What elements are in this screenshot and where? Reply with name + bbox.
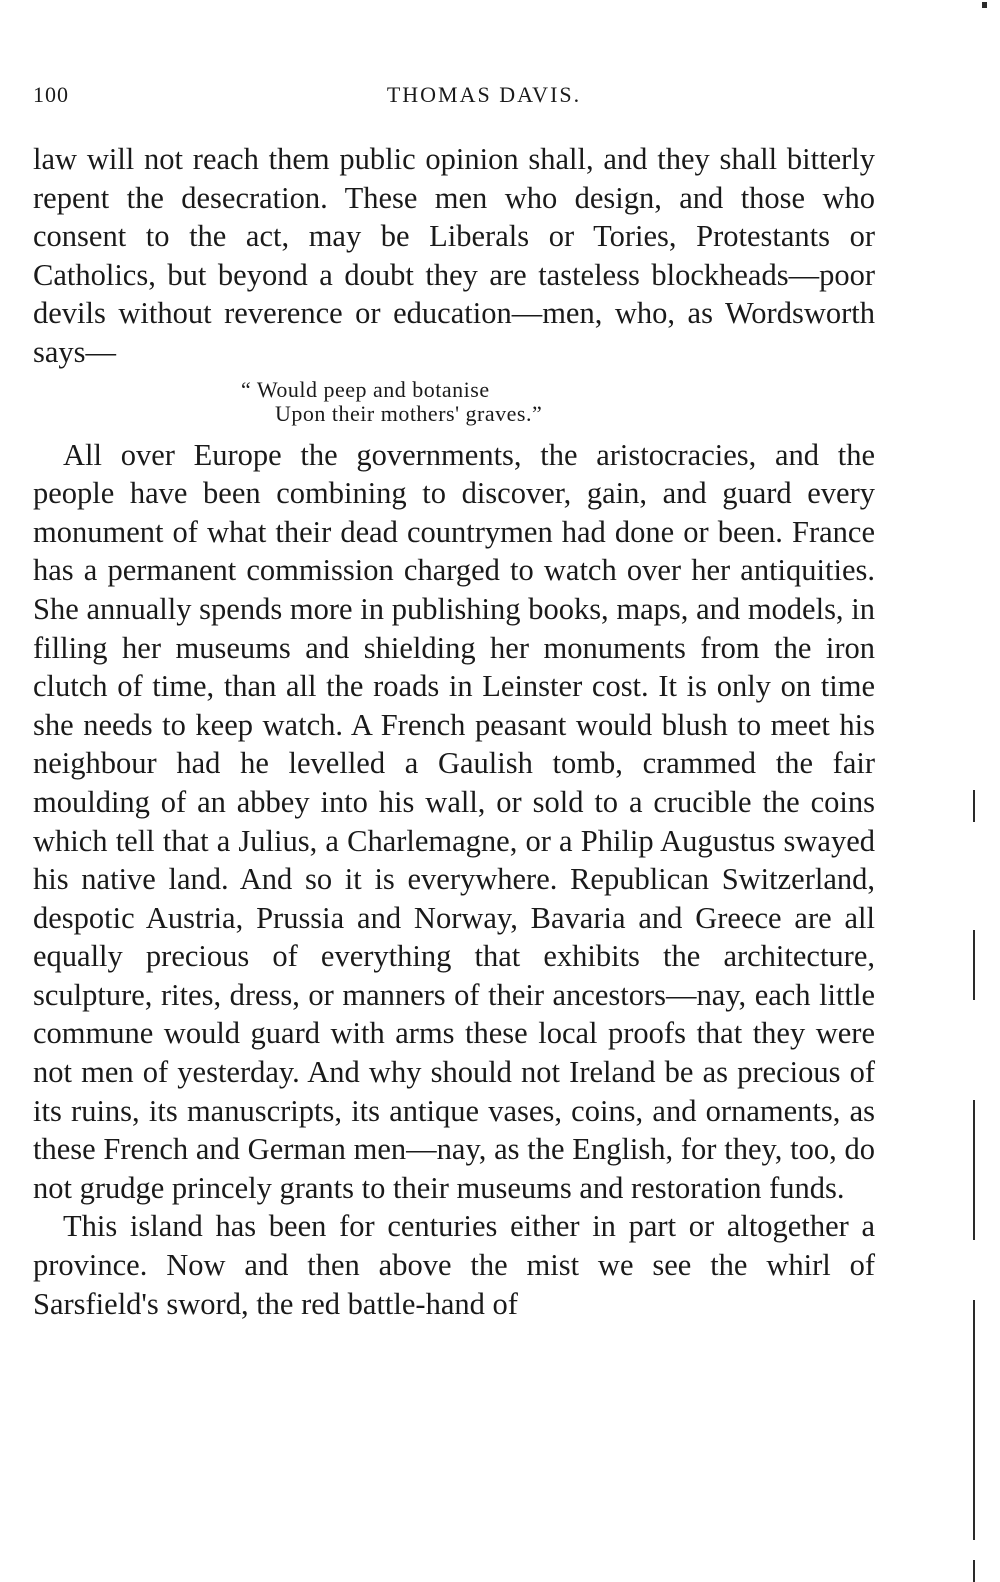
block-quote xyxy=(33,378,875,426)
scan-mark xyxy=(973,1300,975,1540)
scan-mark xyxy=(982,2,987,8)
paragraph: All over Europe the governments, the aristocracies, and the people have been combining to discover, gain, and guard every monument of what their dead countrymen had done or been. France has a permanent commission charged to watch over her antiquities. She annually spends more in publishing books, maps, and models, in filling her museums and shielding her monuments from the iron clutch of time, than all the roads in Leinster cost. It is only on time she needs to keep watch. A French peasant would blush to meet his neighbour had he levelled a Gaulish tomb, crammed the fair moulding of an abbey into his wall, or sold to a crucible the coins which tell that a Julius, a Charlemagne, or a Philip Augustus swayed his native land. And so it is everywhere. Republican Switzerland, despotic Austria, Prussia and Norway, Bavaria and Greece are all equally precious of everything that exhibits the architecture, sculpture, rites, dress, or manners of their ancestors—nay, each little commune would guard with arms these local proofs that they were not men of yesterday. And why should not Ireland be as precious of its ruins, its manuscripts, its antique vases, coins, and ornaments, as these French and German men—nay, as the English, for they, too, do not grudge princely grants to their museums and restoration funds. xyxy=(33,437,875,1205)
scan-mark xyxy=(973,790,975,822)
scan-mark xyxy=(973,1100,975,1240)
paragraph: This island has been for centuries either in part or altogether a province. Now and then above the mist we see the whirl of Sarsfield's sword, the red battle-hand of xyxy=(33,1209,875,1321)
quote-line: “ Would peep and botanise xyxy=(241,376,490,402)
running-head xyxy=(33,82,875,112)
running-title: THOMAS DAVIS. xyxy=(386,82,582,107)
quote-line: Upon their mothers' graves.” xyxy=(275,400,543,426)
scan-mark xyxy=(973,1560,975,1582)
page-number: 100 xyxy=(33,82,69,107)
scan-mark xyxy=(973,930,975,1000)
body-text xyxy=(33,140,875,1323)
paragraph-continued: law will not reach them public opinion shall, and they shall bitterly repent the desecration. These men who design, and those who consent to the act, may be Liberals or Tories, Protestants or Catholics, but beyond a doubt they are tasteless blockheads—poor devils without reverence or education—men, who, as Wordsworth says— xyxy=(33,142,875,369)
